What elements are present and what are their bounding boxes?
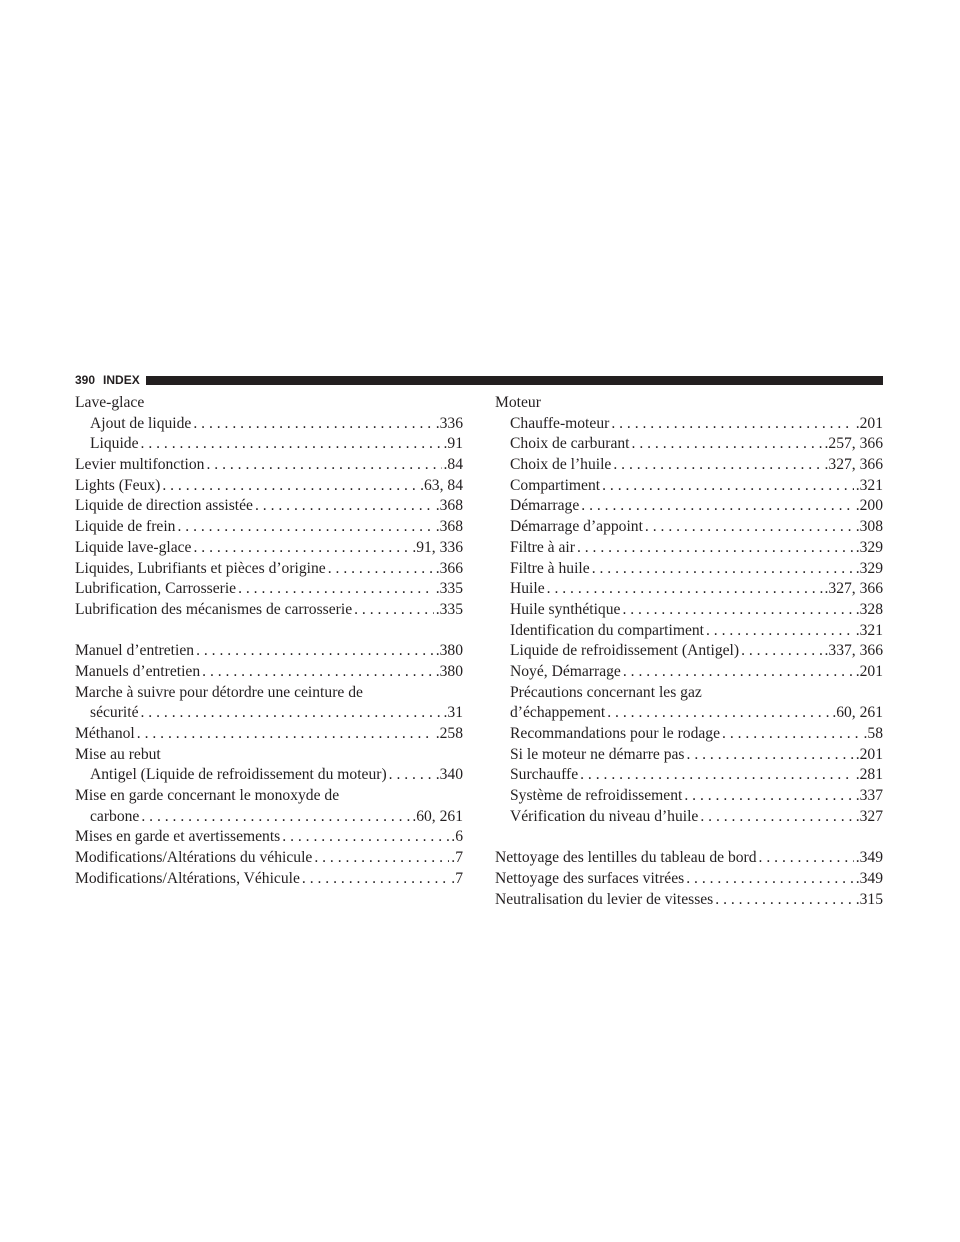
index-entry: Lubrification des mécanismes de carrosserie . . . .335 <box>75 600 463 621</box>
index-heading: Lave-glace <box>75 394 145 411</box>
leader-dots <box>354 600 434 621</box>
index-subentry: Antigel (Liquide de refroidissement du moteur) . . . .340 <box>75 765 463 786</box>
index-entry-continuation: sécurité . . . .31 <box>75 703 463 724</box>
index-subentry: Identification du compartiment . . . .321 <box>495 621 883 642</box>
index-subentry: Surchauffe . . . .281 <box>495 765 883 786</box>
leader-dots <box>581 496 853 517</box>
leader-dots <box>193 414 433 435</box>
leader-dots <box>547 579 823 600</box>
index-entry: Manuels d’entretien . . . .380 <box>75 662 463 683</box>
index-entry: Liquide de direction assistée . . . .368 <box>75 496 463 517</box>
group-spacer <box>75 621 463 642</box>
index-entry: Nettoyage des lentilles du tableau de bord . . . .349 <box>495 848 883 869</box>
leader-dots <box>602 476 854 497</box>
leader-dots <box>206 455 441 476</box>
leader-dots <box>592 559 854 580</box>
index-entry: Modifications/Altérations du véhicule . . . .7 <box>75 848 463 869</box>
leader-dots <box>684 786 853 807</box>
index-subentry: Filtre à air . . . .329 <box>495 538 883 559</box>
index-column-left <box>75 393 463 890</box>
index-entry: Méthanol . . . .258 <box>75 724 463 745</box>
index-subentry: Compartiment . . . .321 <box>495 476 883 497</box>
leader-dots <box>706 621 854 642</box>
index-subentry: Précautions concernant les gaz <box>510 683 702 701</box>
leader-dots <box>715 890 853 911</box>
index-subentry: Huile . . . .327, 366 <box>495 579 883 600</box>
leader-dots <box>141 434 442 455</box>
leader-dots <box>238 579 434 600</box>
leader-dots <box>687 745 854 766</box>
leader-dots <box>622 600 853 621</box>
leader-dots <box>700 807 853 828</box>
leader-dots <box>623 662 854 683</box>
leader-dots <box>759 848 854 869</box>
leader-dots <box>255 496 434 517</box>
index-heading: Marche à suivre pour détordre une ceinture de <box>75 683 363 701</box>
leader-dots <box>722 724 861 745</box>
leader-dots <box>202 662 434 683</box>
header-rule <box>146 376 883 385</box>
leader-dots <box>314 848 449 869</box>
leader-dots <box>686 869 853 890</box>
leader-dots <box>162 476 418 497</box>
index-heading: Mise au rebut <box>75 745 161 763</box>
group-spacer <box>495 827 883 848</box>
index-entry: Nettoyage des surfaces vitrées . . . .349 <box>495 869 883 890</box>
leader-dots <box>196 641 434 662</box>
index-column-right <box>495 393 883 910</box>
leader-dots <box>141 807 410 828</box>
leader-dots <box>577 538 854 559</box>
index-subentry: Vérification du niveau d’huile . . . .327 <box>495 807 883 828</box>
index-entry: Mises en garde et avertissements . . . .6 <box>75 827 463 848</box>
leader-dots <box>282 827 449 848</box>
index-subentry: Ajout de liquide . . . .336 <box>75 414 463 435</box>
index-subentry: Filtre à huile . . . .329 <box>495 559 883 580</box>
index-subentry: Choix de carburant . . . .257, 366 <box>495 434 883 455</box>
leader-dots <box>607 703 830 724</box>
leader-dots <box>632 434 823 455</box>
index-subentry: Huile synthétique . . . .328 <box>495 600 883 621</box>
index-subentry: Recommandations pour le rodage . . . .58 <box>495 724 883 745</box>
index-entry: Liquides, Lubrifiants et pièces d’origine . . . .366 <box>75 559 463 580</box>
index-heading: Moteur <box>495 394 541 411</box>
leader-dots <box>389 765 434 786</box>
leader-dots <box>611 414 853 435</box>
index-subentry: Si le moteur ne démarre pas . . . .201 <box>495 745 883 766</box>
index-entry: Levier multifonction . . . .84 <box>75 455 463 476</box>
leader-dots <box>193 538 410 559</box>
leader-dots <box>302 869 449 890</box>
index-subentry: Démarrage . . . .200 <box>495 496 883 517</box>
index-subentry: Chauffe-moteur . . . .201 <box>495 414 883 435</box>
leader-dots <box>613 455 822 476</box>
index-entry: Manuel d’entretien . . . .380 <box>75 641 463 662</box>
leader-dots <box>580 765 854 786</box>
page-header <box>75 372 883 388</box>
leader-dots <box>177 517 433 538</box>
section-title: INDEX <box>103 373 140 387</box>
leader-dots <box>141 703 442 724</box>
page-number: 390 <box>75 373 96 387</box>
index-entry: Lights (Feux) . . . .63, 84 <box>75 476 463 497</box>
index-subentry: Choix de l’huile . . . .327, 366 <box>495 455 883 476</box>
index-entry-continuation: carbone . . . .60, 261 <box>75 807 463 828</box>
leader-dots <box>645 517 854 538</box>
index-entry: Neutralisation du levier de vitesses . . . .315 <box>495 890 883 911</box>
index-entry: Liquide de frein . . . .368 <box>75 517 463 538</box>
index-entry: Lubrification, Carrosserie . . . .335 <box>75 579 463 600</box>
leader-dots <box>328 559 434 580</box>
index-subentry: Système de refroidissement . . . .337 <box>495 786 883 807</box>
index-subentry: Liquide de refroidissement (Antigel) . . . .337, 366 <box>495 641 883 662</box>
leader-dots <box>741 641 822 662</box>
index-subentry: Démarrage d’appoint . . . .308 <box>495 517 883 538</box>
index-entry: Liquide lave-glace . . . .91, 336 <box>75 538 463 559</box>
index-subentry: Noyé, Démarrage . . . .201 <box>495 662 883 683</box>
leader-dots <box>137 724 434 745</box>
index-subentry-continuation: d’échappement . . . .60, 261 <box>495 703 883 724</box>
index-subentry: Liquide . . . .91 <box>75 434 463 455</box>
index-entry: Modifications/Altérations, Véhicule . . . .7 <box>75 869 463 890</box>
index-heading: Mise en garde concernant le monoxyde de <box>75 787 340 805</box>
